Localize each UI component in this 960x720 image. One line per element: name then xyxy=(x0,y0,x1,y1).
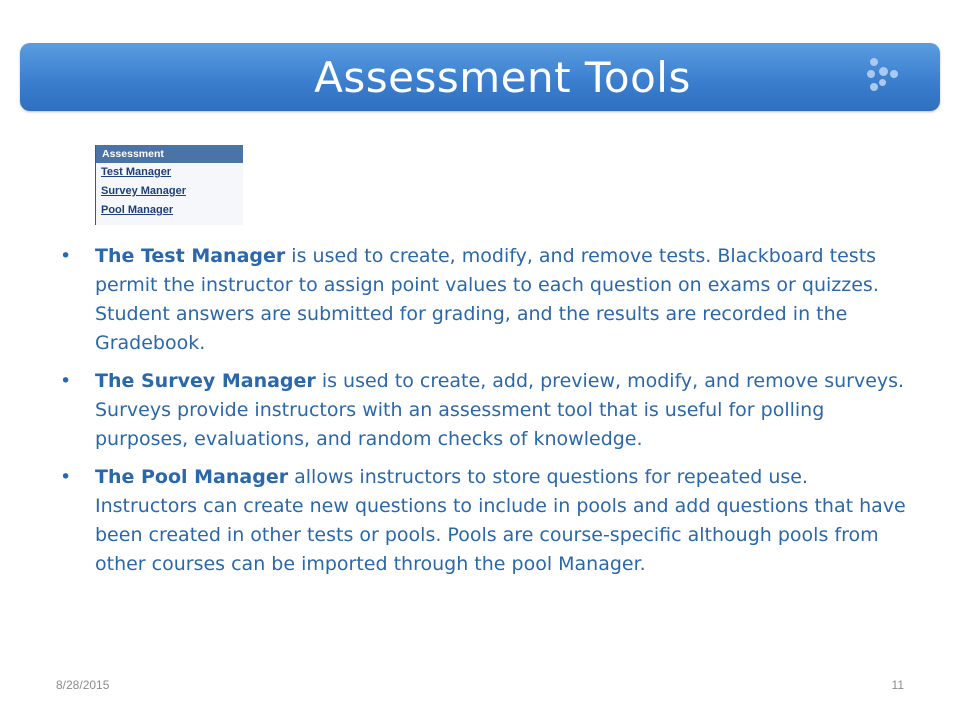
bullet-text: is used to create, modify, and remove tests. Blackboard tests permit the instructor to assign point values to each question on exams or quizzes. Student answers are submitted for grading, and the results are recorded in the Gradebook. xyxy=(95,245,879,354)
decorative-dots-icon xyxy=(866,56,906,100)
menu-item-survey-manager[interactable]: Survey Manager xyxy=(101,185,186,197)
menu-item-test-manager[interactable]: Test Manager xyxy=(101,166,172,178)
bullet-lead: The Pool Manager xyxy=(95,466,289,488)
slide-title: Assessment Tools xyxy=(314,53,691,102)
bullet-lead: The Survey Manager xyxy=(95,370,316,392)
footer-page-number: 11 xyxy=(891,678,904,692)
assessment-menu xyxy=(95,145,243,225)
bullet-pool-manager xyxy=(60,463,910,579)
bullet-dot-icon: • xyxy=(60,466,72,488)
menu-item-pool-manager[interactable]: Pool Manager xyxy=(101,204,174,216)
bullet-test-manager xyxy=(60,242,910,358)
bullet-text: allows instructors to store questions for repeated use. Instructors can create new questions to include in pools and add questions that have been created in other tests or pools. Pools are course-specific although pools from other courses can be imported through the pool Manager. xyxy=(95,466,906,575)
bullet-dot-icon: • xyxy=(60,245,72,267)
assessment-menu-header: Assessment xyxy=(96,145,243,163)
footer-date: 8/28/2015 xyxy=(56,678,110,692)
bullet-dot-icon: • xyxy=(60,370,72,392)
bullet-list xyxy=(60,242,910,588)
bullet-survey-manager xyxy=(60,367,910,454)
bullet-text: is used to create, add, preview, modify, and remove surveys. Surveys provide instructors with an assessment tool that is useful for polling purposes, evaluations, and random checks of knowledge. xyxy=(95,370,905,450)
title-bar xyxy=(20,43,940,111)
bullet-lead: The Test Manager xyxy=(95,245,286,267)
